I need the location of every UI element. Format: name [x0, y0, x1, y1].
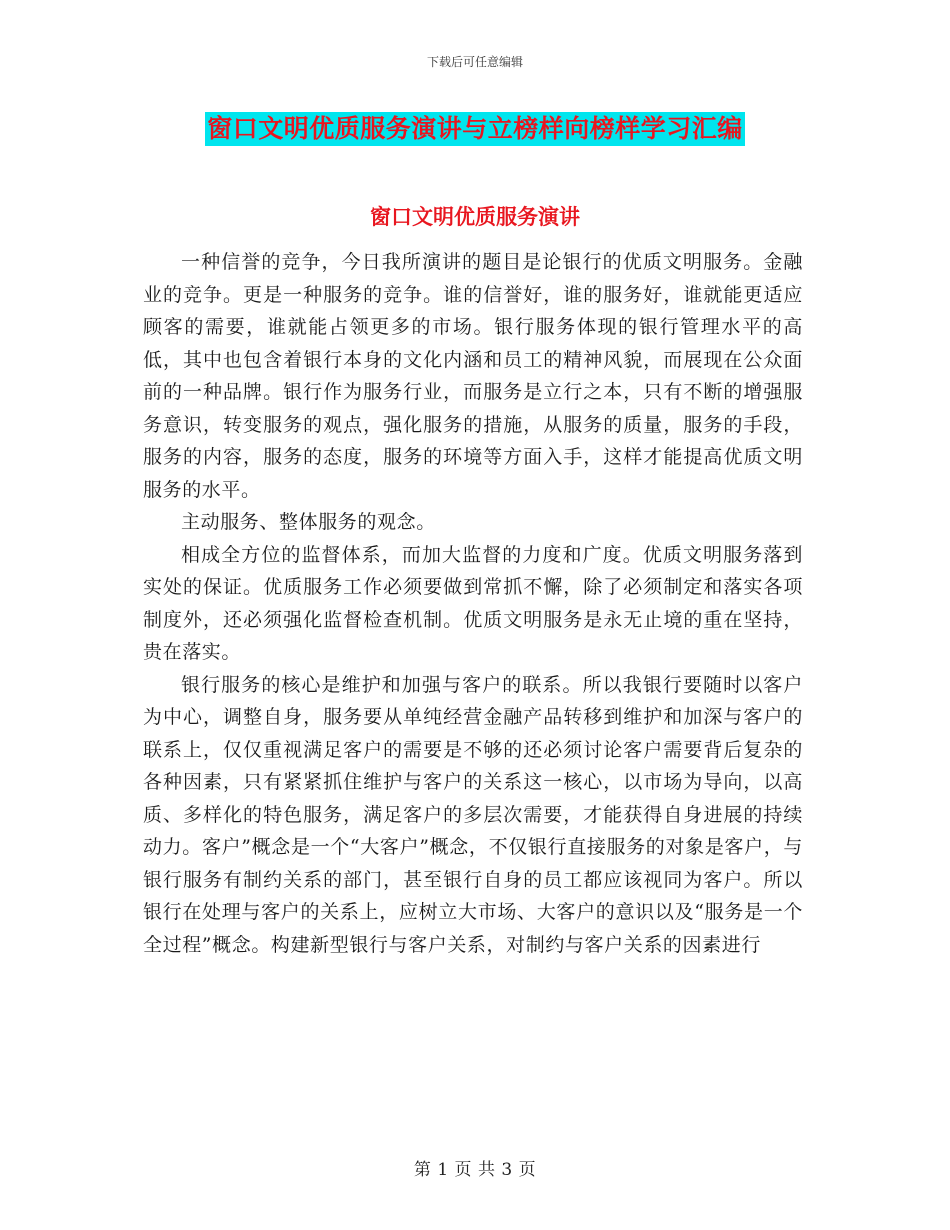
paragraph-1: 一种信誉的竞争，今日我所演讲的题目是论银行的优质文明服务。金融业的竞争。更是一种服务的竞争。谁的信誉好，谁的服务好，谁就能更适应顾客的需要，谁就能占领更多的市场。银行服务体现的银行管理水平的高低，其中也包含着银行本身的文化内涵和员工的精神风貌，而展现在公众面前的一种品牌。银行作为服务行业，而服务是立行之本，只有不断的增强服务意识，转变服务的观点，强化服务的措施，从服务的质量，服务的手段，服务的内容，服务的态度，服务的环境等方面入手，这样才能提高优质文明服务的水平。 — [143, 251, 803, 501]
document-body — [143, 246, 803, 961]
page-number-footer: 第 1 页 共 3 页 — [413, 1160, 537, 1180]
header-note: 下载后可任意编辑 — [426, 55, 523, 69]
paragraph-4: 银行服务的核心是维护和加强与客户的联系。所以我银行要随时以客户为中心，调整自身，服务要从单纯经营金融产品转移到维护和加深与客户的联系上，仅仅重视满足客户的需要是不够的还必须讨论客户需要背后复杂的各种因素，只有紧紧抓住维护与客户的关系这一核心，以市场为导向，以高质、多样化的特色服务，满足客户的多层次需要，才能获得自身进展的持续动力。客户”概念是一个“大客户”概念，不仅银行直接服务的对象是客户，与银行服务有制约关系的部门，甚至银行自身的员工都应该视同为客户。所以银行在处理与客户的关系上，应树立大市场、大客户的意识以及“服务是一个全过程”概念。构建新型银行与客户关系，对制约与客户关系的因素进行 — [143, 673, 803, 956]
document-main-title: 窗口文明优质服务演讲与立榜样向榜样学习汇编 — [205, 112, 745, 146]
paragraph-3: 相成全方位的监督体系，而加大监督的力度和广度。优质文明服务落到实处的保证。优质服务工作必须要做到常抓不懈，除了必须制定和落实各项制度外，还必须强化监督检查机制。优质文明服务是永无止境的重在坚持，贵在落实。 — [143, 543, 803, 663]
section-title: 窗口文明优质服务演讲 — [370, 204, 580, 229]
main-title-container — [0, 112, 950, 146]
paragraph-2: 主动服务、整体服务的观念。 — [181, 511, 436, 533]
